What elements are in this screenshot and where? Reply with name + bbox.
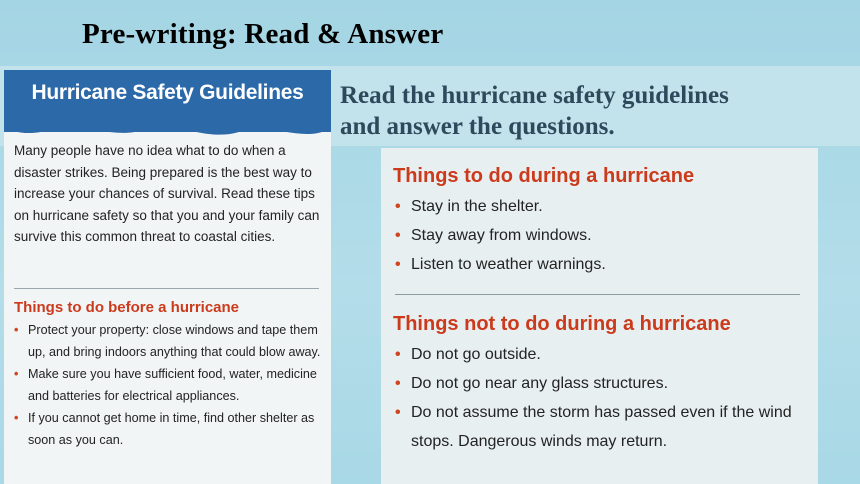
bullet-icon: • bbox=[395, 375, 401, 392]
list-item bbox=[381, 340, 806, 369]
bullet-icon: • bbox=[395, 404, 401, 421]
bullet-icon: • bbox=[14, 367, 19, 381]
section-title-during: Things to do during a hurricane bbox=[393, 165, 695, 187]
list-item bbox=[381, 192, 806, 221]
list-item-text: Do not go outside. bbox=[411, 346, 541, 363]
slide-heading: Pre-writing: Read & Answer bbox=[82, 18, 444, 50]
instruction-text bbox=[340, 80, 860, 142]
section-title-not-during: Things not to do during a hurricane bbox=[393, 313, 731, 335]
bullet-icon: • bbox=[395, 198, 401, 215]
list-item-text: Do not assume the storm has passed even if the wind stops. Dangerous winds may return. bbox=[411, 404, 792, 450]
instruction-line-1: Read the hurricane safety guidelines bbox=[340, 82, 729, 109]
list-item bbox=[4, 364, 326, 407]
list-item-text: Do not go near any glass structures. bbox=[411, 375, 669, 392]
bullet-icon: • bbox=[395, 346, 401, 363]
list-item bbox=[381, 221, 806, 250]
bullet-icon: • bbox=[395, 256, 401, 273]
list-item-text: Stay in the shelter. bbox=[411, 198, 543, 215]
list-item-text: Listen to weather warnings. bbox=[411, 256, 606, 273]
list-item-text: Stay away from windows. bbox=[411, 227, 592, 244]
list-item-text: Make sure you have sufficient food, water, medicine and batteries for electrical appliances. bbox=[28, 367, 317, 403]
before-list bbox=[4, 320, 326, 452]
during-list bbox=[381, 192, 806, 279]
instruction-line-2: and answer the questions. bbox=[340, 113, 615, 140]
list-item bbox=[4, 408, 326, 451]
list-item bbox=[4, 320, 326, 363]
section-divider bbox=[14, 288, 319, 289]
list-item bbox=[381, 369, 806, 398]
bullet-icon: • bbox=[395, 227, 401, 244]
bullet-icon: • bbox=[14, 411, 19, 425]
not-during-list bbox=[381, 340, 806, 456]
section-title-before: Things to do before a hurricane bbox=[14, 299, 240, 316]
list-item-text: If you cannot get home in time, find other shelter as soon as you can. bbox=[28, 411, 315, 447]
section-divider bbox=[395, 294, 800, 295]
guidelines-card-left bbox=[4, 70, 331, 484]
list-item bbox=[381, 398, 806, 456]
guidelines-title: Hurricane Safety Guidelines bbox=[31, 81, 304, 104]
bullet-icon: • bbox=[14, 323, 19, 337]
list-item-text: Protect your property: close windows and tape them up, and bring indoors anything that could blow away. bbox=[28, 323, 321, 359]
guidelines-intro: Many people have no idea what to do when a disaster strikes. Being prepared is the best way to increase your chances of survival. Read these tips on hurricane safety so that you and your family can survive this common threat to coastal cities. bbox=[14, 143, 320, 244]
guidelines-card-right bbox=[381, 148, 818, 484]
list-item bbox=[381, 250, 806, 279]
